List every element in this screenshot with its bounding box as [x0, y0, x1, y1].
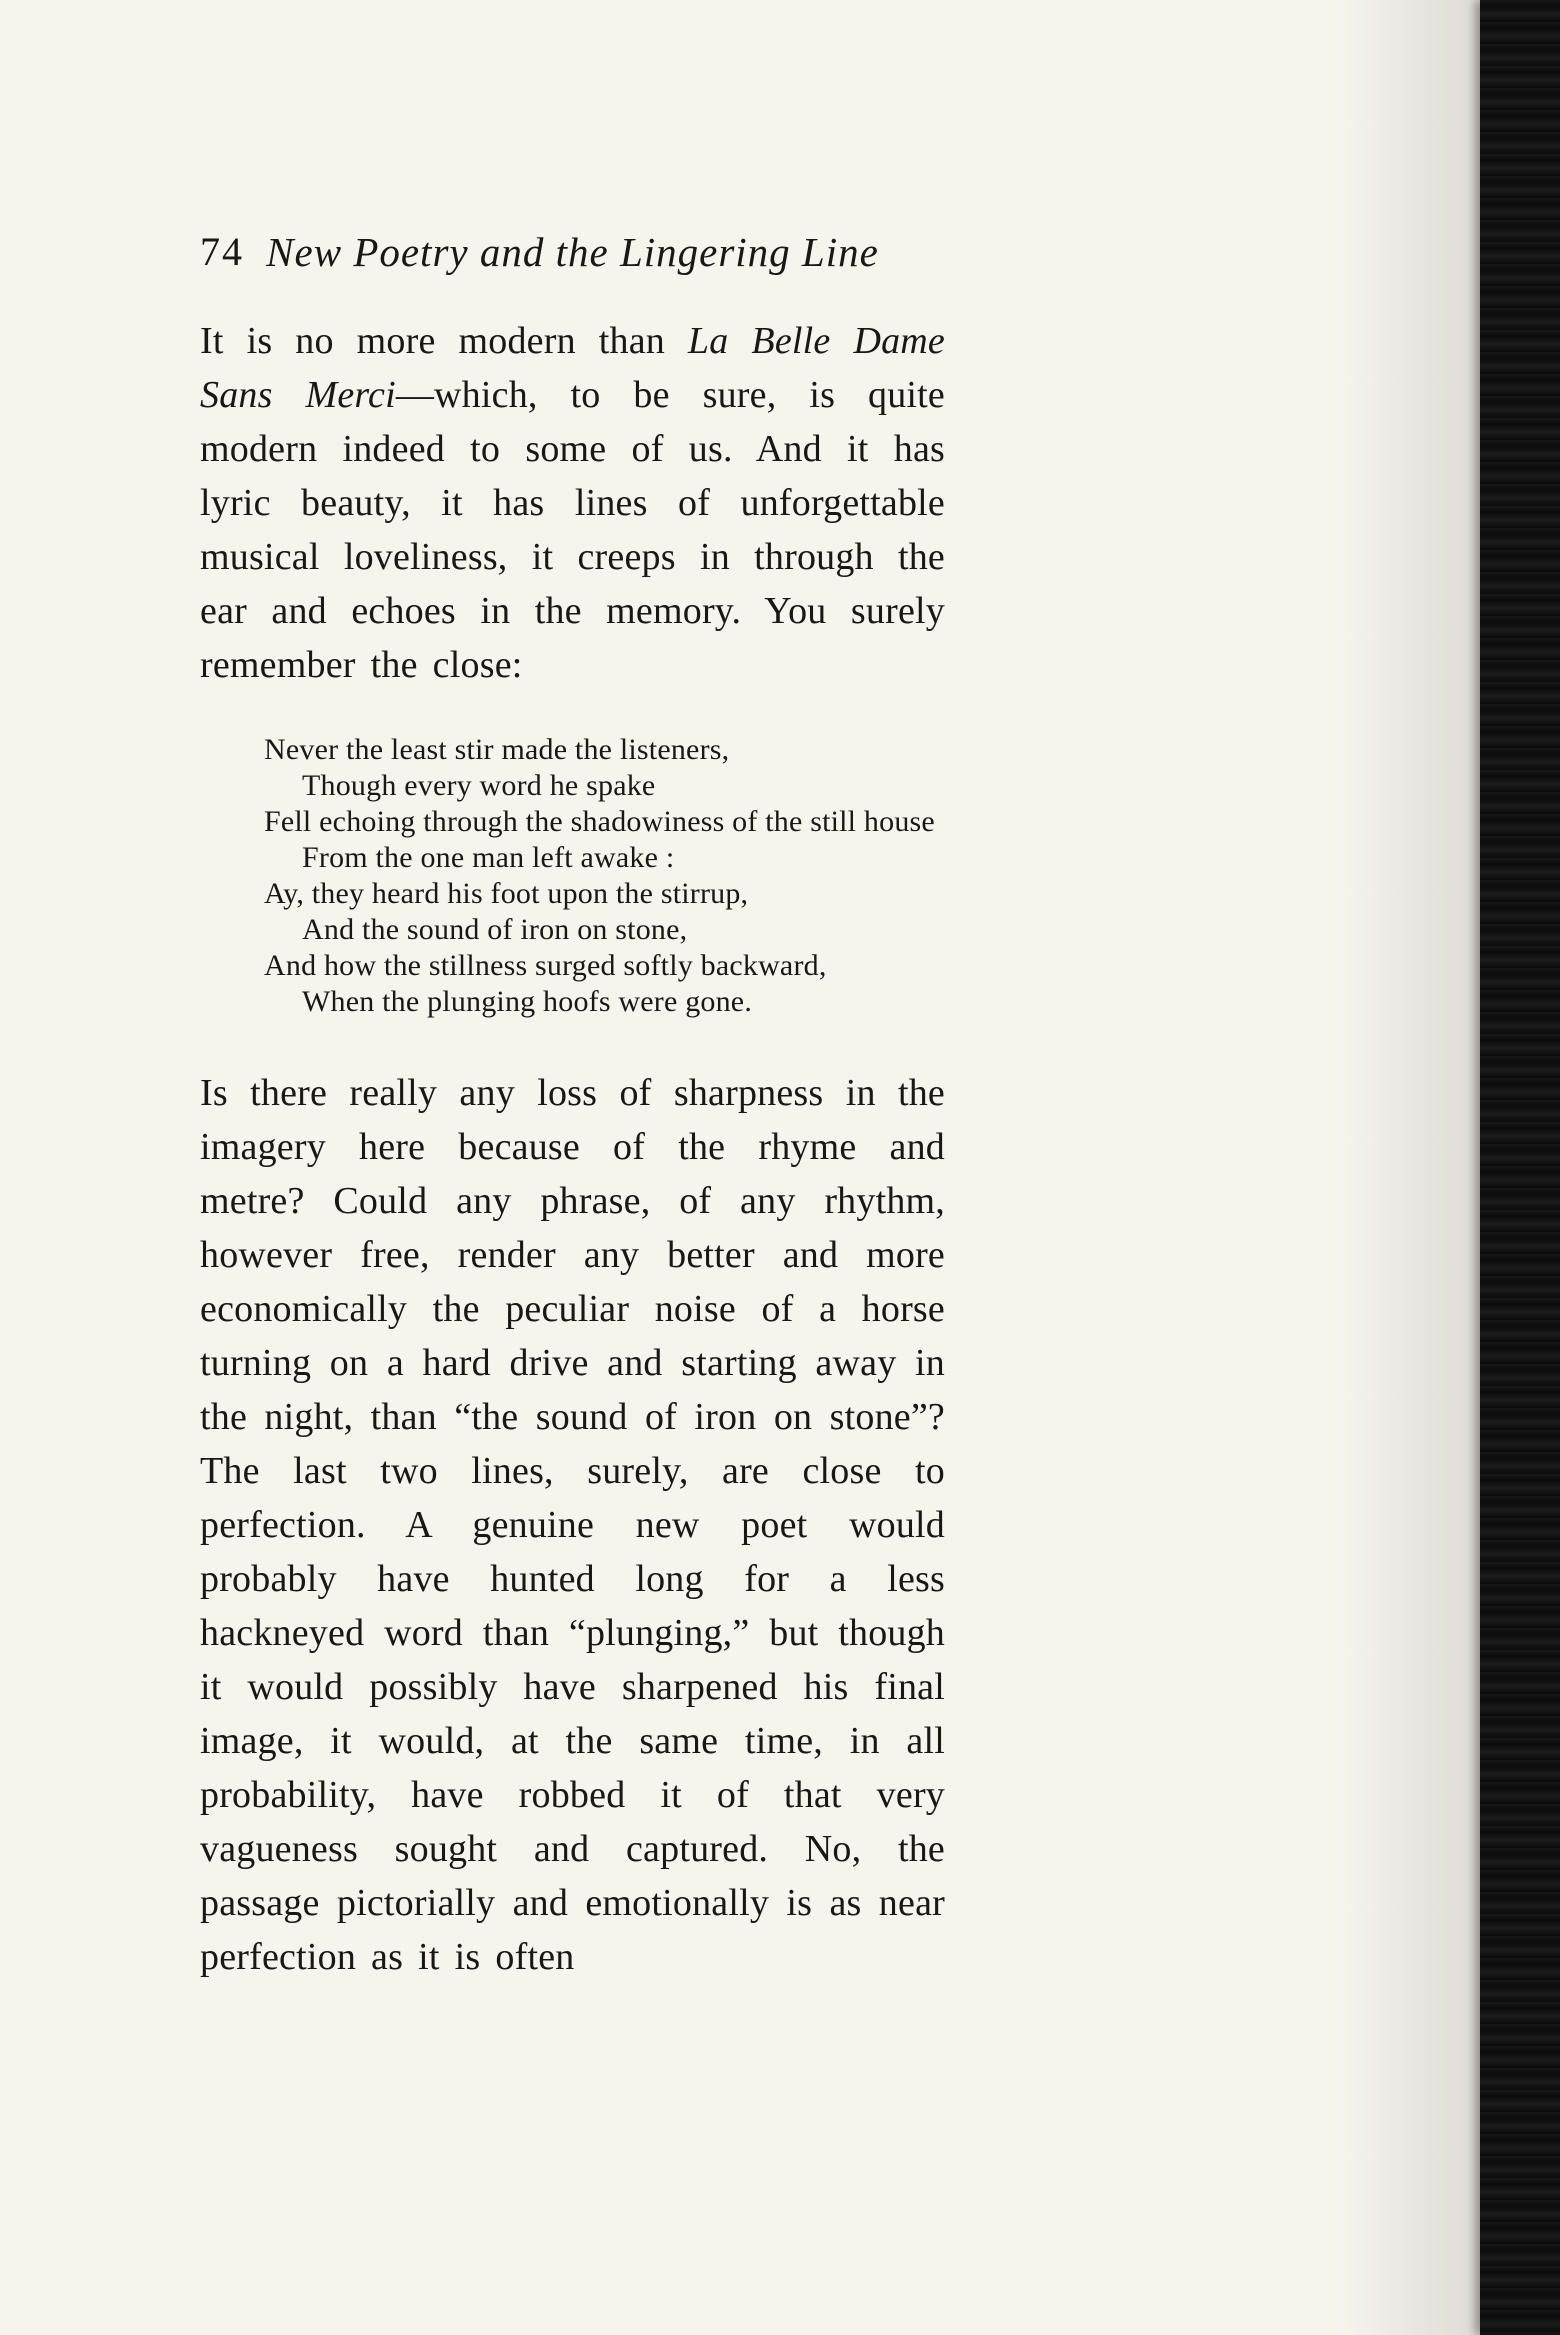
poem-line: And how the stillness surged softly backward,: [264, 949, 827, 982]
paragraph-intro: [200, 314, 945, 692]
text-run: —which, to be sure, is quite modern indeed to some of us. And it has lyric beauty, it has lines of unforgettable musical loveliness, it creeps in through the ear and echoes in the memory. You surely remember the close:: [200, 374, 945, 686]
poem-line: Fell echoing through the shadowiness of the still house: [264, 805, 935, 838]
poem-line: And the sound of iron on stone,: [302, 913, 688, 946]
italic-text-run: La Belle Dame Sans Merci: [200, 320, 945, 416]
binding-strip: [1480, 0, 1560, 2335]
poem-line: Though every word he spake: [302, 769, 656, 802]
poem-line: When the plunging hoofs were gone.: [302, 985, 753, 1018]
poem-line: From the one man left awake :: [302, 841, 675, 874]
text-run: It is no more modern than: [200, 320, 688, 362]
paragraph-discussion: [200, 1066, 945, 1984]
running-header: [200, 228, 945, 280]
text-run: Is there really any loss of sharpness in the imagery here because of the rhyme and metre? Could any phrase, of any rhythm, however free, render any better and more economically the peculiar noise of a horse turning on a hard drive and starting away in the night, than “the sound of iron on stone”? The last two lines, surely, are close to perfection. A genuine new poet would probably have hunted long for a less hackneyed word than “plunging,” but though it would possibly have sharpened his final image, it would, at the same time, in all probability, have robbed it of that very vagueness sought and captured. No, the passage pictorially and emotionally is as near perfection as it is often: [200, 1072, 945, 1978]
poem-line: Ay, they heard his foot upon the stirrup,: [264, 877, 749, 910]
poem-line: Never the least stir made the listeners,: [264, 733, 730, 766]
page-number: 74: [200, 229, 244, 274]
poem-quote: [264, 732, 945, 1020]
running-title: New Poetry and the Lingering Line: [266, 229, 879, 275]
